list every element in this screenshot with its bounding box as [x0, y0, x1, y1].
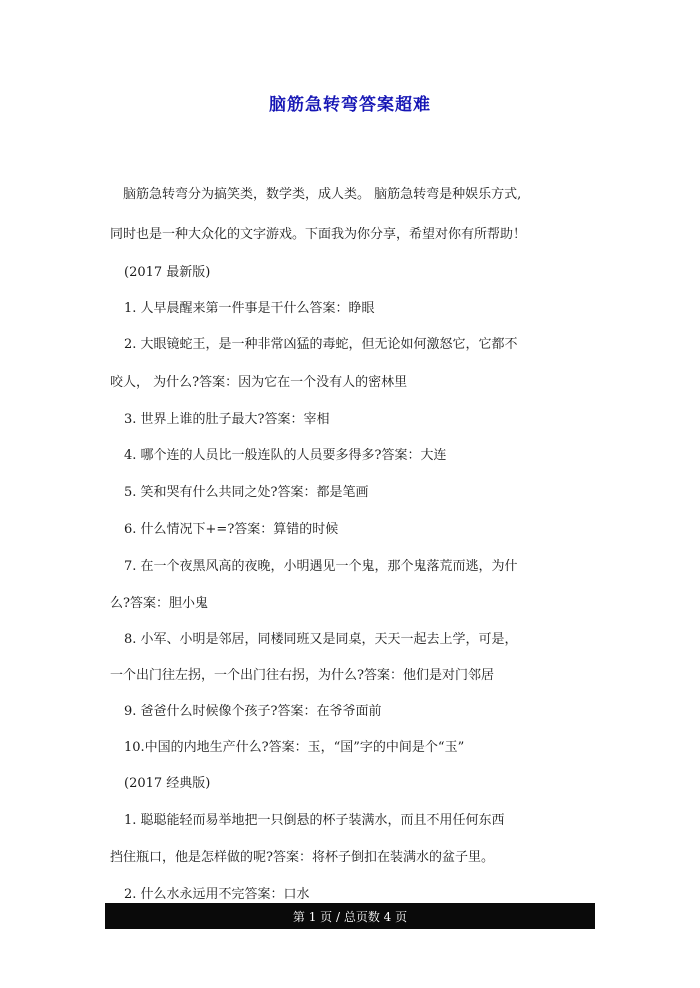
list-item: 1. 人早晨醒来第一件事是干什么答案：睁眼	[124, 301, 375, 316]
list-item: 2. 大眼镜蛇王，是一种非常凶猛的毒蛇，但无论如何激怒它，它都不	[124, 337, 518, 352]
list-item-continuation: 挡住瓶口，他是怎样做的呢?答案：将杯子倒扣在装满水的盆子里。	[110, 850, 494, 865]
section-heading-classic: (2017 经典版)	[124, 776, 211, 791]
page-title: 脑筋急转弯答案超难	[269, 95, 431, 115]
page-footer	[105, 903, 595, 929]
list-item-continuation: 么?答案：胆小鬼	[110, 596, 208, 611]
list-item: 6. 什么情况下+=?答案：算错的时候	[124, 522, 339, 537]
list-item-continuation: 咬人， 为什么?答案：因为它在一个没有人的密林里	[110, 375, 408, 390]
list-item: 7. 在一个夜黑风高的夜晚，小明遇见一个鬼，那个鬼落荒而逃，为什	[124, 559, 518, 574]
list-item: 4. 哪个连的人员比一般连队的人员要多得多?答案：大连	[124, 448, 447, 463]
list-item: 3. 世界上谁的肚子最大?答案：宰相	[124, 412, 330, 427]
list-item: 8. 小军、小明是邻居，同楼同班又是同桌，天天一起去上学，可是，	[124, 632, 518, 647]
section-heading-latest: (2017 最新版)	[124, 265, 211, 280]
list-item: 1. 聪聪能轻而易举地把一只倒悬的杯子装满水，而且不用任何东西	[124, 813, 505, 828]
list-item: 2. 什么水永远用不完答案：口水	[124, 887, 310, 902]
list-item: 5. 笑和哭有什么共同之处?答案：都是笔画	[124, 485, 369, 500]
list-item-continuation: 一个出门往左拐，一个出门往右拐，为什么?答案：他们是对门邻居	[110, 668, 494, 683]
list-item: 10.中国的内地生产什么?答案：玉，“国”字的中间是个“玉”	[124, 740, 465, 755]
list-item: 9. 爸爸什么时候像个孩子?答案：在爷爷面前	[124, 704, 382, 719]
page-number-label: 第 1 页 / 总页数 4 页	[292, 909, 408, 924]
intro-line-1: 脑筋急转弯分为搞笑类，数学类，成人类。 脑筋急转弯是种娱乐方式,	[123, 187, 522, 202]
intro-line-2: 同时也是一种大众化的文字游戏。下面我为你分享，希望对你有所帮助！	[110, 227, 527, 242]
